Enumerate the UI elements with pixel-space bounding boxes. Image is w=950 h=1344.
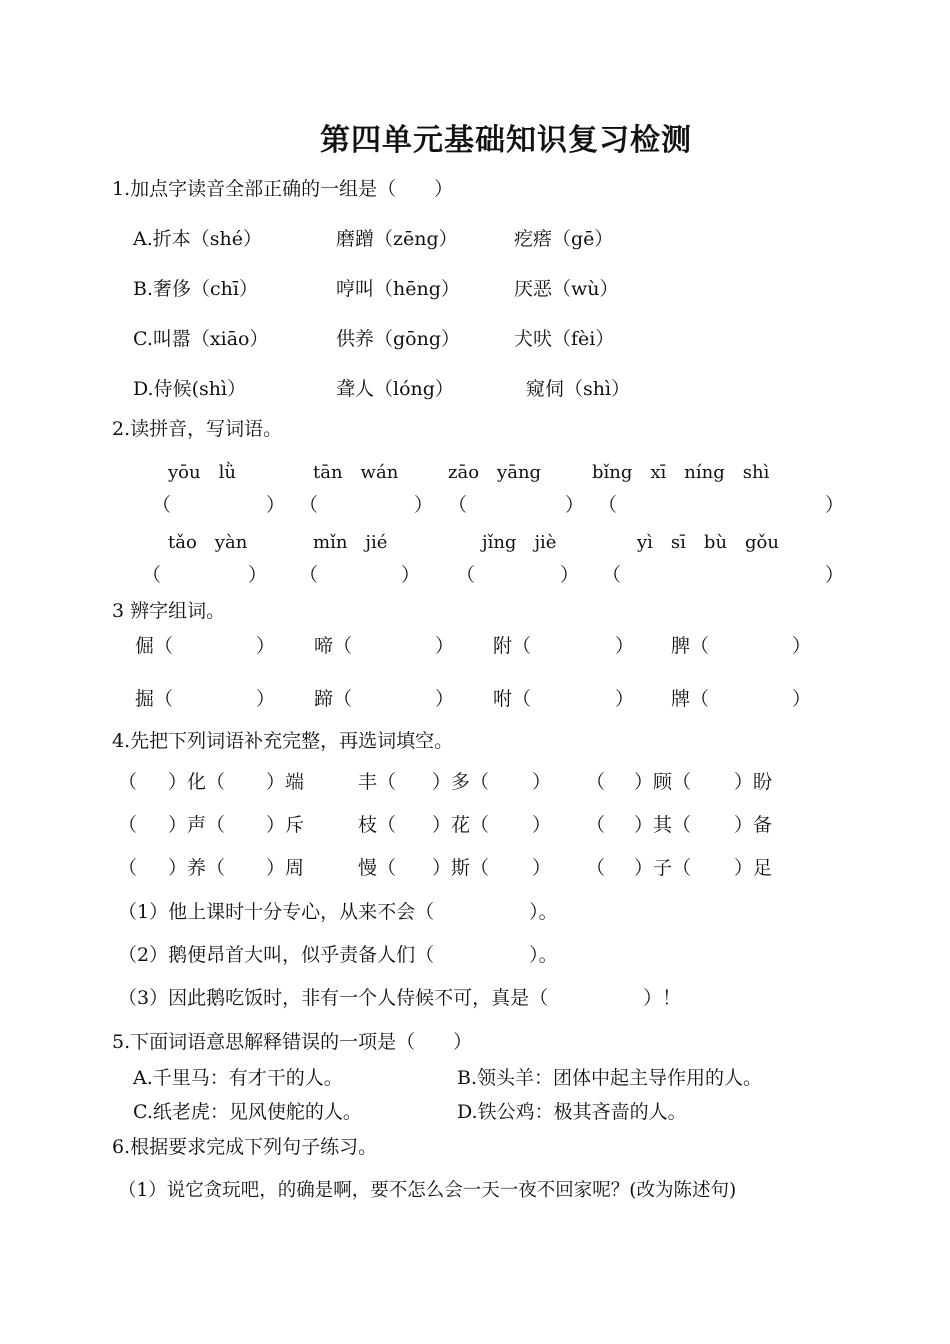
q5-stem: 5.下面词语意思解释错误的一项是（ ） bbox=[112, 1031, 473, 1053]
q1-option-b-word2: 哼叫（hēng） bbox=[336, 278, 460, 300]
idiom-part: ）多（ bbox=[432, 771, 490, 793]
q1-option-d-word3: 窥伺（shì） bbox=[526, 378, 631, 400]
idiom-part: 慢（ bbox=[358, 857, 397, 879]
paren-close: ） bbox=[615, 688, 635, 710]
idiom-part: ）子（ bbox=[634, 857, 692, 879]
idiom-part: ）顾（ bbox=[634, 771, 692, 793]
idiom-part: 枝（ bbox=[358, 814, 397, 836]
q1-stem: 1.加点字读音全部正确的一组是（ ） bbox=[112, 178, 454, 200]
paren-close: ） bbox=[792, 635, 812, 657]
q1-option-a-word3: 疙瘩（gē） bbox=[514, 228, 614, 250]
paren-close: ） bbox=[615, 635, 635, 657]
q1-option-b-word1: B.奢侈（chī） bbox=[133, 278, 258, 300]
char-with-blank: 蹄（ bbox=[314, 688, 353, 710]
pinyin: tǎo yàn bbox=[168, 532, 248, 553]
idiom-part: ）盼 bbox=[734, 771, 773, 793]
paren-open: （ bbox=[602, 564, 622, 586]
q5-option-c: C.纸老虎：见风使舵的人。 bbox=[133, 1101, 362, 1123]
char-with-blank: 附（ bbox=[493, 635, 532, 657]
q4-sentence-1: （1）他上课时十分专心，从来不会（ ）。 bbox=[118, 901, 558, 923]
paren-close: ） bbox=[248, 564, 268, 586]
idiom-part: （ bbox=[586, 814, 606, 836]
q4-sentence-2: （2）鹅便昂首大叫，似乎责备人们（ ）。 bbox=[118, 944, 558, 966]
paren-close: ） bbox=[256, 635, 276, 657]
idiom-part: （ bbox=[118, 814, 138, 836]
q1-option-c-word1: C.叫嚣（xiāo） bbox=[133, 328, 269, 350]
q1-option-c-word3: 犬吠（fèi） bbox=[514, 328, 615, 350]
pinyin: yōu lǜ bbox=[168, 462, 236, 483]
idiom-part: ） bbox=[532, 771, 552, 793]
page-title: 第四单元基础知识复习检测 bbox=[320, 123, 692, 158]
q6-stem: 6.根据要求完成下列句子练习。 bbox=[112, 1136, 378, 1158]
q4-stem: 4.先把下列词语补充完整，再选词填空。 bbox=[112, 730, 454, 752]
idiom-part: ）养（ bbox=[168, 857, 226, 879]
paren-close: ） bbox=[565, 494, 585, 516]
idiom-part: ）足 bbox=[734, 857, 773, 879]
paren-open: （ bbox=[456, 564, 476, 586]
char-with-blank: 牌（ bbox=[671, 688, 710, 710]
paren-close: ） bbox=[792, 688, 812, 710]
paren-close: ） bbox=[414, 494, 434, 516]
q5-option-a: A.千里马：有才干的人。 bbox=[133, 1067, 343, 1089]
idiom-part: 丰（ bbox=[358, 771, 397, 793]
q4-sentence-3: （3）因此鹅吃饭时，非有一个人侍候不可，真是（ ）！ bbox=[118, 987, 682, 1009]
idiom-part: ）斯（ bbox=[432, 857, 490, 879]
paren-close: ） bbox=[435, 635, 455, 657]
q3-stem: 3 辨字组词。 bbox=[112, 600, 226, 622]
char-with-blank: 掘（ bbox=[135, 688, 174, 710]
idiom-part: ）声（ bbox=[168, 814, 226, 836]
paren-close: ） bbox=[256, 688, 276, 710]
q1-option-b-word3: 厌恶（wù） bbox=[514, 278, 619, 300]
q1-option-d-word1: D.侍候(shì） bbox=[133, 378, 247, 400]
idiom-part: ）端 bbox=[266, 771, 305, 793]
paren-close: ） bbox=[560, 564, 580, 586]
paren-close: ） bbox=[435, 688, 455, 710]
paren-open: （ bbox=[299, 494, 319, 516]
q6-item-1: （1）说它贪玩吧，的确是啊，要不怎么会一天一夜不回家呢？(改为陈述句) bbox=[118, 1180, 737, 1201]
idiom-part: ）斥 bbox=[266, 814, 305, 836]
idiom-part: （ bbox=[118, 857, 138, 879]
char-with-blank: 倔（ bbox=[135, 635, 174, 657]
pinyin: mǐn jié bbox=[313, 532, 388, 553]
pinyin: tān wán bbox=[313, 462, 399, 483]
char-with-blank: 啼（ bbox=[314, 635, 353, 657]
q1-option-a-word2: 磨蹭（zēng） bbox=[336, 228, 458, 250]
char-with-blank: 脾（ bbox=[671, 635, 710, 657]
pinyin: jǐng jiè bbox=[482, 532, 557, 553]
paren-open: （ bbox=[142, 564, 162, 586]
paren-close: ） bbox=[401, 564, 421, 586]
q2-stem: 2.读拼音，写词语。 bbox=[112, 418, 283, 440]
paren-open: （ bbox=[299, 564, 319, 586]
paren-close: ） bbox=[825, 564, 845, 586]
paren-open: （ bbox=[598, 494, 618, 516]
q1-option-d-word2: 聋人（lóng） bbox=[336, 378, 454, 400]
idiom-part: ）花（ bbox=[432, 814, 490, 836]
paren-open: （ bbox=[448, 494, 468, 516]
char-with-blank: 咐（ bbox=[493, 688, 532, 710]
paren-open: （ bbox=[152, 494, 172, 516]
idiom-part: ）其（ bbox=[634, 814, 692, 836]
paren-close: ） bbox=[266, 494, 286, 516]
idiom-part: （ bbox=[118, 771, 138, 793]
q5-option-d: D.铁公鸡：极其吝啬的人。 bbox=[457, 1101, 687, 1123]
paren-close: ） bbox=[825, 494, 845, 516]
idiom-part: （ bbox=[586, 771, 606, 793]
q1-option-a-word1: A.折本（shé） bbox=[133, 228, 262, 250]
q1-option-c-word2: 供养（gōng） bbox=[336, 328, 461, 350]
idiom-part: （ bbox=[586, 857, 606, 879]
idiom-part: ）备 bbox=[734, 814, 773, 836]
idiom-part: ） bbox=[532, 857, 552, 879]
idiom-part: ） bbox=[532, 814, 552, 836]
idiom-part: ）化（ bbox=[168, 771, 226, 793]
pinyin: yì sī bù gǒu bbox=[637, 532, 779, 553]
q5-option-b: B.领头羊：团体中起主导作用的人。 bbox=[457, 1067, 763, 1089]
idiom-part: ）周 bbox=[266, 857, 305, 879]
pinyin: zāo yāng bbox=[448, 462, 542, 483]
pinyin: bǐng xī níng shì bbox=[592, 462, 770, 483]
